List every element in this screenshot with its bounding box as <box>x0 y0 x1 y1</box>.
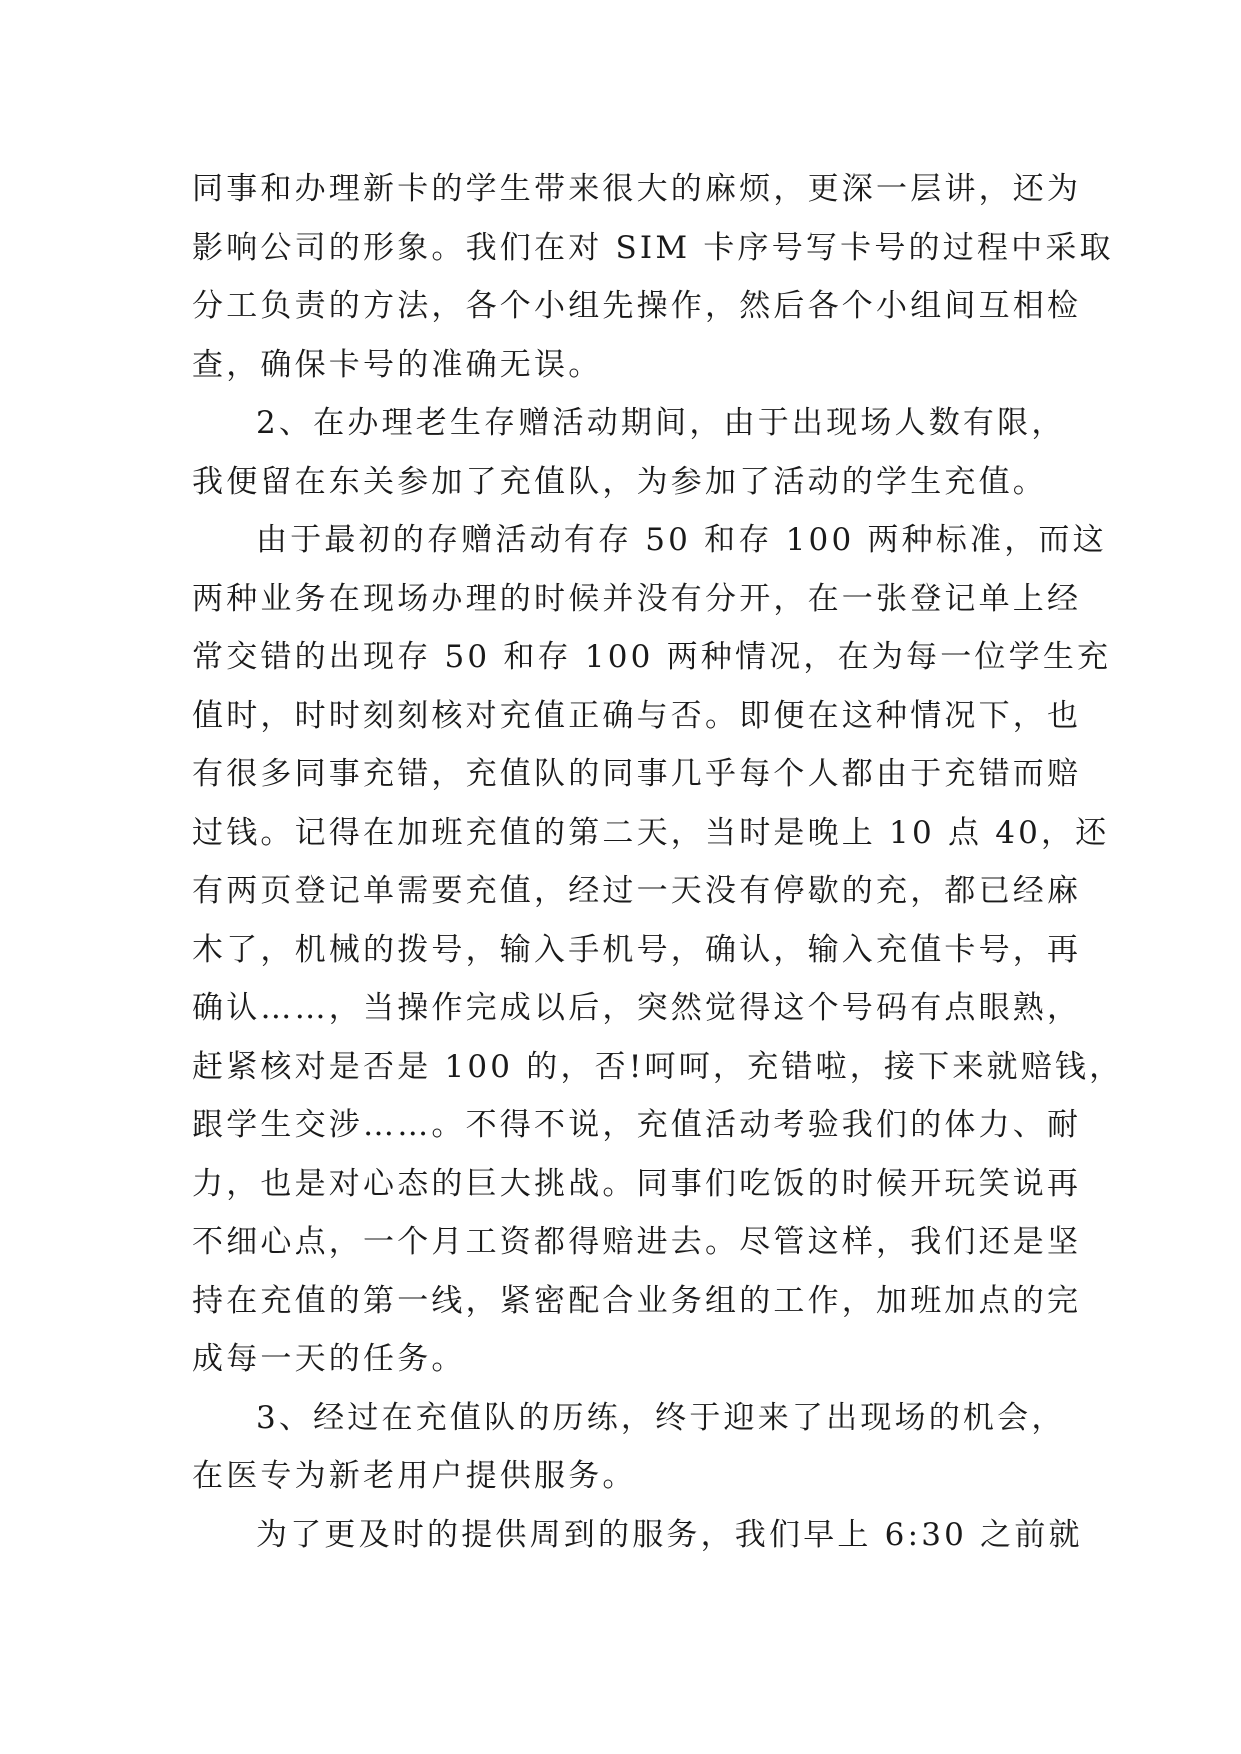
text-line: 过钱。记得在加班充值的第二天，当时是晚上 10 点 40，还 <box>192 814 1110 851</box>
text-line: 成每一天的任务。 <box>192 1341 466 1377</box>
text-line: 持在充值的第一线，紧密配合业务组的工作，加班加点的完 <box>192 1282 1082 1319</box>
text-line: 有两页登记单需要充值，经过一天没有停歇的充，都已经麻 <box>192 873 1082 909</box>
text-line: 分工负责的方法，各个小组先操作，然后各个小组间互相检 <box>192 288 1082 324</box>
text-line: 木了，机械的拨号，输入手机号，确认，输入充值卡号，再 <box>192 931 1082 968</box>
text-line: 影响公司的形象。我们在对 SIM 卡序号写卡号的过程中采取 <box>192 229 1114 266</box>
text-line: 有很多同事充错，充值队的同事几乎每个人都由于充错而赔 <box>192 756 1082 792</box>
text-line: 值时，时时刻刻核对充值正确与否。即便在这种情况下，也 <box>192 697 1082 734</box>
text-line: 力，也是对心态的巨大挑战。同事们吃饭的时候开玩笑说再 <box>192 1165 1082 1202</box>
text-line: 不细心点，一个月工资都得赔进去。尽管这样，我们还是坚 <box>192 1224 1082 1260</box>
text-line: 同事和办理新卡的学生带来很大的麻烦，更深一层讲，还为 <box>192 171 1082 207</box>
text-line: 为了更及时的提供周到的服务，我们早上 6:30 之前就 <box>256 1516 1083 1553</box>
text-line: 在医专为新老用户提供服务。 <box>192 1458 637 1494</box>
text-line: 2、在办理老生存赠活动期间，由于出现场人数有限， <box>256 405 1066 441</box>
text-line: 我便留在东关参加了充值队，为参加了活动的学生充值。 <box>192 463 1047 500</box>
text-line: 两种业务在现场办理的时候并没有分开，在一张登记单上经 <box>192 580 1082 617</box>
text-line: 查，确保卡号的准确无误。 <box>192 346 603 383</box>
text-line: 跟学生交涉……。不得不说，充值活动考验我们的体力、耐 <box>192 1107 1082 1143</box>
text-line: 赶紧核对是否是 100 的，否!呵呵，充错啦，接下来就赔钱， <box>192 1048 1124 1085</box>
text-line: 3、经过在充值队的历练，终于迎来了出现场的机会， <box>256 1399 1066 1436</box>
text-line: 由于最初的存赠活动有存 50 和存 100 两种标准，而这 <box>256 522 1107 558</box>
body-text <box>192 160 1124 1564</box>
text-line: 常交错的出现存 50 和存 100 两种情况，在为每一位学生充 <box>192 639 1112 675</box>
text-line: 确认……，当操作完成以后，突然觉得这个号码有点眼熟， <box>192 990 1082 1026</box>
